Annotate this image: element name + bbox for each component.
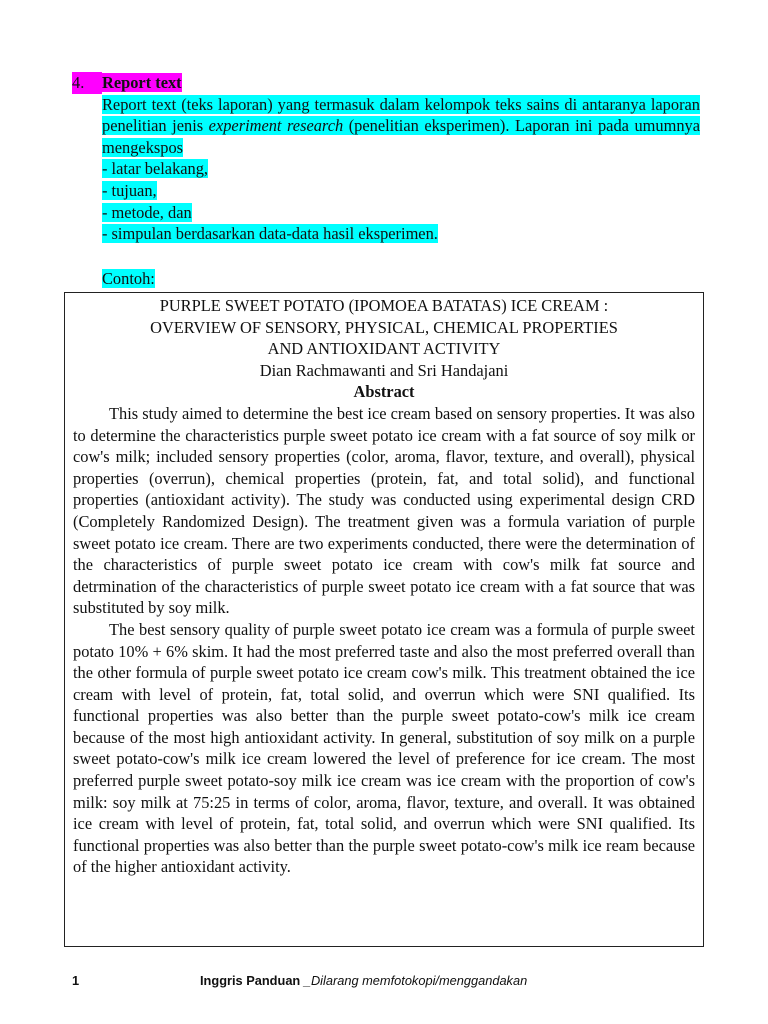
section-paragraph-post: (penelitian eksperimen). Laporan ini pada umumnya mengekspos <box>102 116 701 157</box>
page-footer <box>0 973 768 995</box>
abstract-paragraph-1: This study aimed to determine the best ice cream based on sensory properties. It was also to determine the characteristics purple sweet potato ice cream with a fat source of soy milk or cow's milk; included sensory properties (color, aroma, flavor, texture, and overall), physical properties (overrun), chemical properties (protein, fat, and total solid), and functional properties (antioxidant activity). The study was conducted using experimental design CRD (Completely Randomized Design). The treatment given was a formula variation of purple sweet potato ice cream. There are two experiments conducted, there were the determination of the characteristics of purple sweet potato ice cream with cow's milk fat source and detrmination of the characteristics of purple sweet potato ice cream with a fat source that was substituted by soy milk. <box>73 403 695 618</box>
example-label: Contoh: <box>102 269 155 288</box>
section-paragraph-em: experiment research <box>208 116 344 136</box>
section-intro <box>72 72 700 245</box>
book-title: Inggris Panduan <box>200 973 301 988</box>
list-item: - metode, dan <box>102 202 192 222</box>
list-item: - simpulan berdasarkan data-data hasil eksperimen. <box>102 224 438 244</box>
list-item: - latar belakang, <box>102 159 209 179</box>
article-title-line-1: PURPLE SWEET POTATO (IPOMOEA BATATAS) ICE CREAM : <box>159 296 609 315</box>
copy-notice: _Dilarang memfotokopi/menggandakan <box>300 973 528 988</box>
section-heading-row <box>72 72 700 94</box>
footer-title <box>200 973 527 988</box>
article-title-line-3: AND ANTIOXIDANT ACTIVITY <box>267 339 501 359</box>
example-article-box <box>64 292 704 947</box>
page-number: 1 <box>72 973 80 988</box>
article-authors: Dian Rachmawanti and Sri Handajani <box>259 360 509 380</box>
section-paragraph-pre: Report text (teks laporan) yang termasuk dalam kelompok teks sains di antaranya laporan penelitian jenis <box>102 94 700 136</box>
section-paragraph <box>102 94 700 159</box>
section-number: 4. <box>72 72 102 94</box>
section-heading: Report text <box>102 73 182 92</box>
abstract-paragraph-2: The best sensory quality of purple sweet potato ice cream was a formula of purple sweet potato 10% + 6% skim. It had the most preferred taste and also the most preferred overall than the other formula of purple sweet potato ice cream cow's milk. This treatment obtained the ice cream with level of protein, fat, total solid, and overrun which were SNI qualified. Its functional properties was also better than the purple sweet potato-cow's milk ice cream because of the most high antioxidant activity. In general, substitution of soy milk on a purple sweet potato-cow's milk ice cream lowered the level of preference for ice cream. The most preferred purple sweet potato-soy milk ice cream was ice cream with the proportion of cow's milk: soy milk at 75:25 in terms of color, aroma, flavor, texture, and overall. It was obtained ice cream with level of protein, fat, total solid, and overrun which were SNI qualified. Its functional properties was also better than the purple sweet potato-cow's milk ice ream because of the higher antioxidant activity. <box>73 619 695 877</box>
abstract-heading: Abstract <box>353 382 415 402</box>
section-paragraph-row <box>72 94 700 245</box>
list-item: - tujuan, <box>102 180 157 200</box>
article-title-line-2: OVERVIEW OF SENSORY, PHYSICAL, CHEMICAL PROPERTIES <box>150 317 618 337</box>
